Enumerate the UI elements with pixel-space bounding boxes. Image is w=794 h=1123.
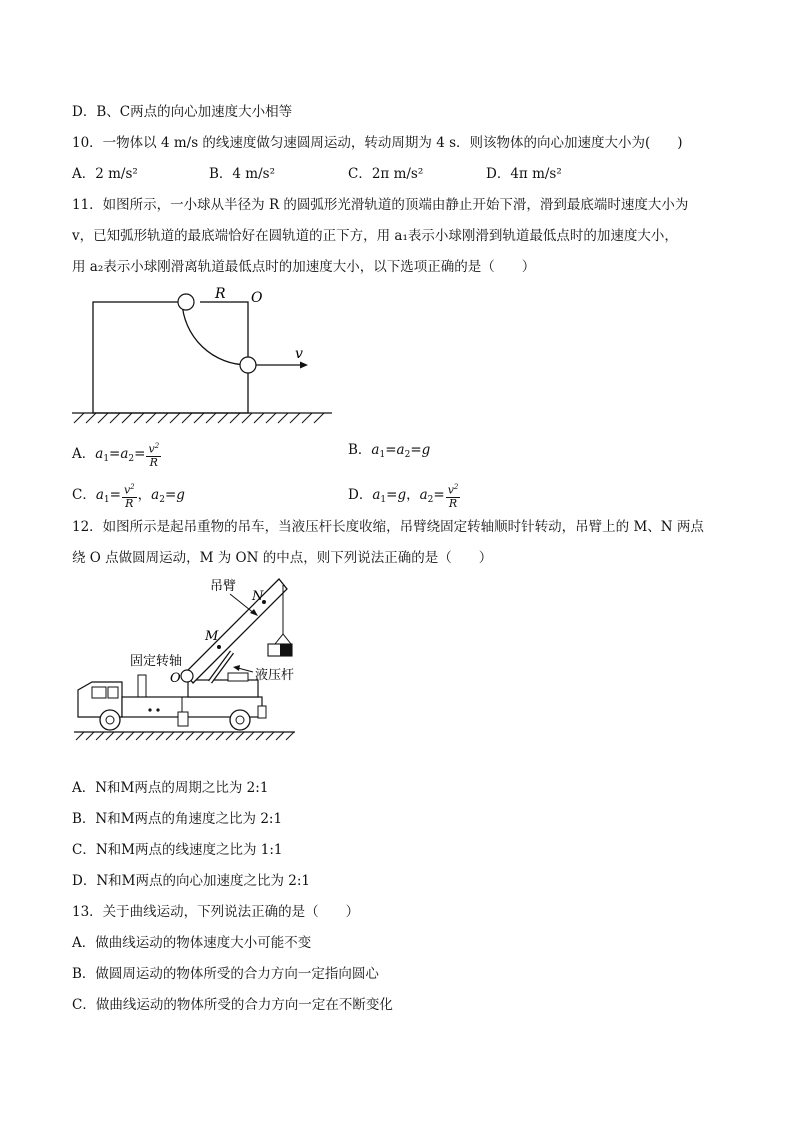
q11-option-d: D．$a_1=g$，$a_2=$ $\frac{v^2}{R}$ (348, 483, 459, 510)
q12-crane-figure (70, 572, 330, 744)
q12-option-d: D．N和M两点的向心加速度之比为 2:1 (72, 873, 310, 889)
wheel-rear (230, 710, 250, 730)
q12-option-b: B．N和M两点的角速度之比为 2:1 (72, 811, 283, 827)
q13-option-a: A．做曲线运动的物体速度大小可能不变 (72, 935, 312, 951)
label-M: M (205, 629, 219, 644)
q12-option-c: C．N和M两点的线速度之比为 1:1 (72, 842, 283, 858)
q13-stem: 13．关于曲线运动，下列说法正确的是（ ） (72, 904, 360, 920)
q11-stem-line2: v，已知弧形轨道的最底端恰好在圆轨道的正下方，用 a₁表示小球刚滑到轨道最低点时的加速度大小， (72, 228, 678, 244)
q12-stem-line1: 12．如图所示是起吊重物的吊车，当液压杆长度收缩，吊臂绕固定转轴顺时针转动，吊臂上的 M、N 两点 (72, 519, 704, 535)
q10-option-c: C．2π m/s² (348, 166, 424, 182)
arc-track (182, 302, 248, 365)
label-arm: 吊臂 (210, 579, 237, 594)
label-v: v (295, 346, 303, 362)
ball-bottom (240, 357, 256, 373)
q11-stem-line1: 11．如图所示，一小球从半径为 R 的圆弧形光滑轨道的顶端由静止开始下滑，滑到最底端时速度大小为 (72, 197, 689, 213)
q12-option-a: A．N和M两点的周期之比为 2:1 (72, 780, 269, 796)
q13-option-b: B．做圆周运动的物体所受的合力方向一定指向圆心 (72, 966, 379, 982)
q11-option-c: C．$a_1=$ $\frac{v^2}{R}$ ，$a_2=g$ (72, 483, 185, 510)
q10-stem: 10．一物体以 4 m/s 的线速度做匀速圆周运动，转动周期为 4 s．则该物体的向心加速度大小为( ) (72, 135, 683, 151)
q13-option-c: C．做曲线运动的物体所受的合力方向一定在不断变化 (72, 997, 393, 1013)
q11-track-figure (60, 285, 350, 425)
label-N: N (252, 589, 264, 604)
q11-option-a: A．$a_1=a_2=$ $\frac{v^2}{R}$ (72, 442, 160, 469)
q11-stem-line3: 用 a₂表示小球刚滑离轨道最低点时的加速度大小，以下选项正确的是（ ） (72, 259, 536, 275)
ball-top (178, 294, 194, 310)
crane-base (188, 680, 258, 697)
track-block (93, 302, 248, 413)
label-O: O (170, 671, 181, 686)
ground-hatch (76, 732, 294, 740)
pivot-axis (181, 670, 193, 682)
q12-stem-line2: 绕 O 点做圆周运动，M 为 ON 的中点，则下列说法正确的是（ ） (72, 550, 493, 566)
ground-hatch (74, 413, 324, 423)
label-R: R (215, 286, 226, 302)
label-O: O (251, 290, 263, 306)
q10-option-d: D．4π m/s² (486, 166, 562, 182)
label-axis: 固定转轴 (130, 654, 183, 669)
q10-option-b: B．4 m/s² (209, 166, 275, 182)
q10-option-a: A．2 m/s² (72, 166, 138, 182)
q11-option-b: B．$a_1=a_2=g$ (348, 442, 431, 460)
wheel-front (100, 710, 120, 730)
point-M (217, 645, 221, 649)
arrow-head-icon (300, 362, 308, 369)
q9-option-d: D．B、C两点的向心加速度大小相等 (72, 104, 293, 120)
label-rod: 液压杆 (255, 668, 295, 683)
